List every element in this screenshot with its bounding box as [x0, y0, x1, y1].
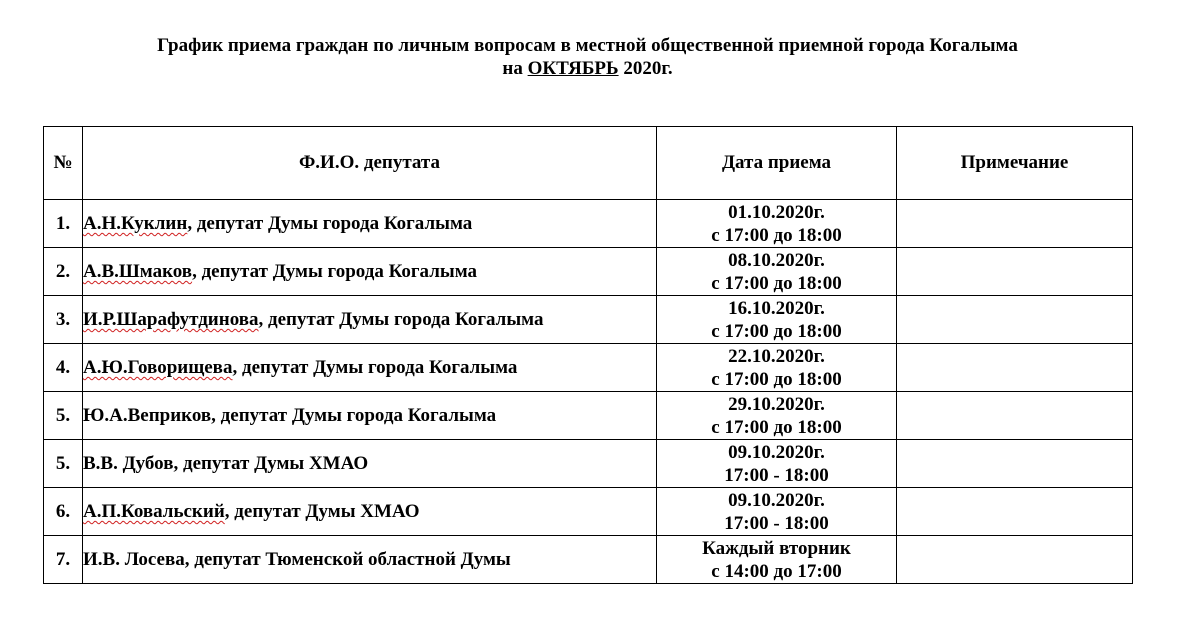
table-row: [44, 200, 1133, 248]
date-value: 01.10.2020г.: [728, 201, 825, 223]
row-deputy: [83, 440, 657, 488]
time-value: с 17:00 до 18:00: [711, 272, 842, 294]
row-date: [657, 440, 897, 488]
title-line-1: График приема граждан по личным вопросам в местной общественной приемной города Когалыма: [157, 35, 1018, 56]
row-date: [657, 296, 897, 344]
time-value: с 14:00 до 17:00: [711, 560, 842, 582]
header-note: Примечание: [897, 127, 1133, 200]
deputy-name: И.В. Лосева: [83, 549, 185, 570]
row-note: [897, 488, 1133, 536]
date-value: 09.10.2020г.: [728, 489, 825, 511]
time-value: с 17:00 до 18:00: [711, 368, 842, 390]
date-value: 29.10.2020г.: [728, 393, 825, 415]
row-date: [657, 536, 897, 584]
row-deputy: [83, 536, 657, 584]
table-row: [44, 488, 1133, 536]
table-row: [44, 248, 1133, 296]
date-value: 16.10.2020г.: [728, 297, 825, 319]
header-num: №: [44, 127, 83, 200]
row-note: [897, 440, 1133, 488]
row-note: [897, 536, 1133, 584]
time-value: с 17:00 до 18:00: [711, 416, 842, 438]
deputy-role: , депутат Думы ХМАО: [173, 453, 369, 474]
row-num: 6.: [44, 488, 83, 536]
deputy-name: Ю.А.Веприков: [83, 405, 212, 426]
table-row: [44, 296, 1133, 344]
deputy-name: И.Р.Шарафутдинова: [83, 309, 259, 330]
deputy-name: А.Н.Куклин: [83, 213, 188, 234]
table-row: [44, 440, 1133, 488]
row-note: [897, 296, 1133, 344]
deputy-role: , депутат Думы города Когалыма: [258, 309, 544, 330]
header-date: Дата приема: [657, 127, 897, 200]
row-num: 3.: [44, 296, 83, 344]
deputy-role: , депутат Думы ХМАО: [224, 501, 420, 522]
row-date: [657, 248, 897, 296]
deputy-role: , депутат Думы города Когалыма: [192, 261, 478, 282]
table-row: [44, 344, 1133, 392]
row-note: [897, 344, 1133, 392]
date-value: Каждый вторник: [702, 537, 851, 559]
time-value: 17:00 - 18:00: [724, 464, 829, 486]
date-value: 08.10.2020г.: [728, 249, 825, 271]
title-month: ОКТЯБРЬ: [527, 58, 619, 79]
row-date: [657, 344, 897, 392]
deputy-role: , депутат Тюменской областной Думы: [184, 549, 511, 570]
schedule-table: [43, 126, 1133, 584]
deputy-name: А.В.Шмаков: [83, 261, 193, 282]
row-deputy: [83, 392, 657, 440]
time-value: с 17:00 до 18:00: [711, 224, 842, 246]
row-num: 4.: [44, 344, 83, 392]
time-value: с 17:00 до 18:00: [711, 320, 842, 342]
row-date: [657, 200, 897, 248]
deputy-role: , депутат Думы города Когалыма: [211, 405, 497, 426]
row-num: 7.: [44, 536, 83, 584]
table-header-row: [44, 127, 1133, 200]
row-num: 2.: [44, 248, 83, 296]
row-deputy: [83, 296, 657, 344]
title-prefix: на: [502, 58, 528, 79]
row-deputy: [83, 248, 657, 296]
title-suffix: 2020г.: [618, 58, 673, 79]
document-title: [0, 34, 1175, 80]
row-deputy: [83, 488, 657, 536]
row-deputy: [83, 344, 657, 392]
title-line-2: [0, 57, 1175, 80]
header-name: Ф.И.О. депутата: [83, 127, 657, 200]
deputy-name: А.Ю.Говорищева: [83, 357, 233, 378]
row-num: 1.: [44, 200, 83, 248]
deputy-name: В.В. Дубов: [83, 453, 174, 474]
date-value: 09.10.2020г.: [728, 441, 825, 463]
row-note: [897, 200, 1133, 248]
table-row: [44, 392, 1133, 440]
row-date: [657, 392, 897, 440]
row-date: [657, 488, 897, 536]
row-num: 5.: [44, 392, 83, 440]
deputy-name: А.П.Ковальский: [83, 501, 225, 522]
date-value: 22.10.2020г.: [728, 345, 825, 367]
deputy-role: , депутат Думы города Когалыма: [232, 357, 518, 378]
row-note: [897, 392, 1133, 440]
row-note: [897, 248, 1133, 296]
deputy-role: , депутат Думы города Когалыма: [187, 213, 473, 234]
row-deputy: [83, 200, 657, 248]
time-value: 17:00 - 18:00: [724, 512, 829, 534]
row-num: 5.: [44, 440, 83, 488]
table-row: [44, 536, 1133, 584]
